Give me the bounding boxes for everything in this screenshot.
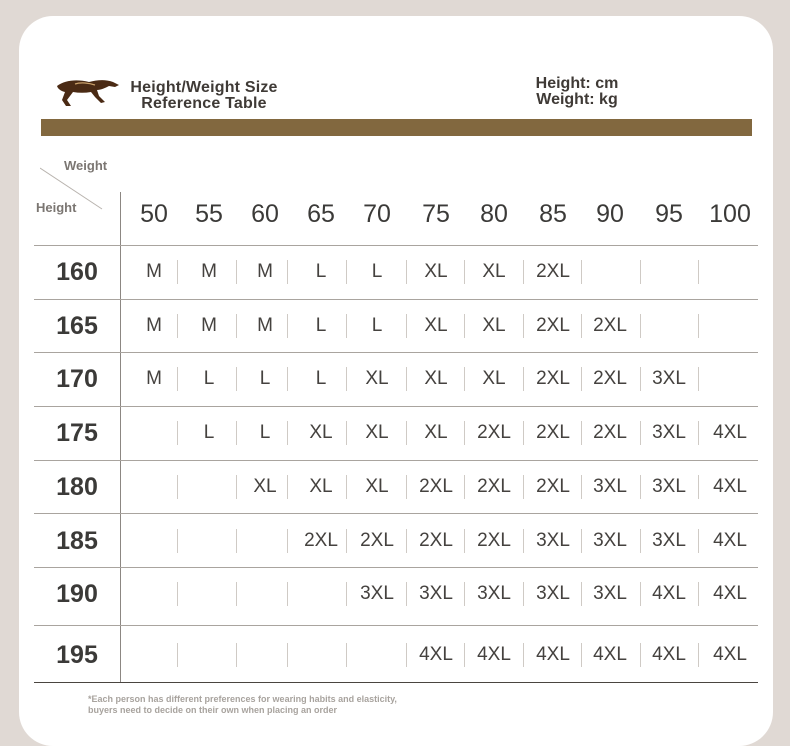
cell-separator — [236, 582, 237, 606]
cell-separator — [236, 529, 237, 553]
height-row-header: 165 — [56, 312, 98, 340]
size-cell: XL — [482, 315, 506, 336]
size-cell: L — [259, 422, 271, 443]
cell-separator — [523, 529, 524, 553]
size-cell: 2XL — [536, 315, 570, 336]
cell-separator — [464, 421, 465, 445]
cell-separator — [464, 529, 465, 553]
cell-separator — [464, 582, 465, 606]
size-cell: 2XL — [536, 476, 570, 497]
size-cell: XL — [424, 368, 448, 389]
cell-separator — [523, 475, 524, 499]
size-cell: L — [315, 261, 327, 282]
cell-separator — [177, 643, 178, 667]
size-cell: 3XL — [652, 476, 686, 497]
cell-separator — [406, 529, 407, 553]
size-cell: XL — [365, 368, 389, 389]
cell-separator — [523, 421, 524, 445]
size-cell: L — [203, 422, 215, 443]
size-cell: XL — [424, 422, 448, 443]
size-cell: 3XL — [536, 530, 570, 551]
size-cell: 4XL — [713, 422, 747, 443]
cell-separator — [581, 260, 582, 284]
cell-separator — [698, 260, 699, 284]
cell-separator — [464, 260, 465, 284]
weight-column-header: 70 — [363, 200, 391, 228]
size-cell: 4XL — [652, 583, 686, 604]
size-cell: 2XL — [593, 315, 627, 336]
size-cell: 3XL — [652, 422, 686, 443]
size-cell: XL — [482, 368, 506, 389]
cell-separator — [406, 475, 407, 499]
height-row-header: 195 — [56, 641, 98, 669]
weight-column-header: 75 — [422, 200, 450, 228]
size-cell: 2XL — [360, 530, 394, 551]
cell-separator — [698, 529, 699, 553]
size-cell: L — [259, 368, 271, 389]
cell-separator — [698, 367, 699, 391]
row-divider — [34, 567, 758, 568]
cell-separator — [464, 314, 465, 338]
size-cell: 4XL — [652, 644, 686, 665]
weight-column-header: 65 — [307, 200, 335, 228]
size-cell: 2XL — [593, 422, 627, 443]
size-cell: L — [203, 368, 215, 389]
row-divider — [34, 513, 758, 514]
footnote-line-2: buyers need to decide on their own when placing an order — [88, 705, 338, 715]
size-cell: XL — [482, 261, 506, 282]
cell-separator — [406, 582, 407, 606]
size-cell: L — [315, 315, 327, 336]
size-cell: 4XL — [713, 530, 747, 551]
size-cell: 2XL — [419, 476, 453, 497]
cell-separator — [464, 367, 465, 391]
cell-separator — [236, 643, 237, 667]
size-cell: M — [146, 368, 162, 389]
weight-column-header: 55 — [195, 200, 223, 228]
row-divider — [34, 245, 758, 246]
cell-separator — [406, 367, 407, 391]
size-cell: 2XL — [536, 261, 570, 282]
weight-column-header: 90 — [596, 200, 624, 228]
weight-column-header: 60 — [251, 200, 279, 228]
footnote-line-1: *Each person has different preferences for wearing habits and elasticity, — [88, 694, 397, 704]
size-cell: 2XL — [477, 476, 511, 497]
chart-header — [0, 0, 790, 140]
size-cell: L — [371, 261, 383, 282]
size-cell: XL — [424, 261, 448, 282]
header-column-divider — [120, 192, 121, 682]
size-cell: M — [257, 315, 273, 336]
cell-separator — [640, 260, 641, 284]
cell-separator — [177, 475, 178, 499]
running-dog-logo-icon — [55, 76, 121, 108]
cell-separator — [698, 314, 699, 338]
unit-height: Height: cm — [535, 75, 619, 92]
weight-axis-label: Weight — [64, 158, 108, 173]
cell-separator — [177, 582, 178, 606]
height-row-header: 160 — [56, 258, 98, 286]
weight-column-header: 100 — [709, 200, 751, 228]
row-divider — [34, 352, 758, 353]
height-row-header: 190 — [56, 580, 98, 608]
size-cell: 3XL — [652, 530, 686, 551]
accent-bar — [41, 119, 752, 136]
cell-separator — [406, 314, 407, 338]
size-cell: M — [201, 261, 217, 282]
chart-title — [114, 80, 294, 112]
cell-separator — [698, 475, 699, 499]
height-axis-label: Height — [36, 200, 77, 215]
size-cell: L — [315, 368, 327, 389]
cell-separator — [346, 582, 347, 606]
weight-column-header: 85 — [539, 200, 567, 228]
size-cell: 3XL — [360, 583, 394, 604]
size-cell: 4XL — [713, 644, 747, 665]
size-cell: XL — [253, 476, 277, 497]
cell-separator — [523, 260, 524, 284]
size-cell: XL — [424, 315, 448, 336]
cell-separator — [698, 643, 699, 667]
weight-column-header: 95 — [655, 200, 683, 228]
size-cell: M — [257, 261, 273, 282]
weight-column-header: 50 — [140, 200, 168, 228]
cell-separator — [523, 367, 524, 391]
size-cell: 2XL — [536, 422, 570, 443]
size-cell: 4XL — [419, 644, 453, 665]
cell-separator — [523, 582, 524, 606]
size-cell: 3XL — [419, 583, 453, 604]
size-cell: 4XL — [713, 583, 747, 604]
title-line-2: Reference Table — [141, 95, 267, 112]
row-divider — [34, 625, 758, 626]
row-divider — [34, 460, 758, 461]
cell-separator — [698, 582, 699, 606]
cell-separator — [287, 643, 288, 667]
size-cell: 4XL — [713, 476, 747, 497]
size-cell: 2XL — [593, 368, 627, 389]
cell-separator — [287, 582, 288, 606]
size-cell: 3XL — [652, 368, 686, 389]
cell-separator — [464, 475, 465, 499]
size-cell: 3XL — [536, 583, 570, 604]
size-cell: M — [146, 315, 162, 336]
row-divider — [34, 682, 758, 683]
row-divider — [34, 406, 758, 407]
size-cell: 2XL — [419, 530, 453, 551]
row-divider — [34, 299, 758, 300]
size-cell: 3XL — [593, 530, 627, 551]
size-cell: L — [371, 315, 383, 336]
height-row-header: 185 — [56, 527, 98, 555]
size-cell: XL — [365, 422, 389, 443]
cell-separator — [523, 643, 524, 667]
size-cell: 4XL — [593, 644, 627, 665]
size-cell: M — [146, 261, 162, 282]
cell-separator — [698, 421, 699, 445]
cell-separator — [406, 260, 407, 284]
size-cell: XL — [365, 476, 389, 497]
size-cell: 2XL — [477, 422, 511, 443]
size-cell: XL — [309, 422, 333, 443]
height-row-header: 170 — [56, 365, 98, 393]
size-cell: 2XL — [477, 530, 511, 551]
cell-separator — [464, 643, 465, 667]
cell-separator — [287, 529, 288, 553]
footnote — [88, 694, 508, 716]
unit-legend — [520, 76, 634, 108]
size-cell: 2XL — [304, 530, 338, 551]
cell-separator — [177, 529, 178, 553]
cell-separator — [177, 421, 178, 445]
size-cell: 4XL — [477, 644, 511, 665]
size-cell: 3XL — [593, 476, 627, 497]
cell-separator — [406, 421, 407, 445]
size-cell: 2XL — [536, 368, 570, 389]
weight-column-header: 80 — [480, 200, 508, 228]
height-row-header: 175 — [56, 419, 98, 447]
size-cell: M — [201, 315, 217, 336]
cell-separator — [406, 643, 407, 667]
cell-separator — [346, 643, 347, 667]
size-cell: 3XL — [477, 583, 511, 604]
height-row-header: 180 — [56, 473, 98, 501]
cell-separator — [640, 314, 641, 338]
size-cell: XL — [309, 476, 333, 497]
title-line-1: Height/Weight Size — [130, 79, 278, 96]
unit-weight: Weight: kg — [536, 91, 618, 108]
size-cell: 3XL — [593, 583, 627, 604]
size-cell: 4XL — [536, 644, 570, 665]
cell-separator — [523, 314, 524, 338]
